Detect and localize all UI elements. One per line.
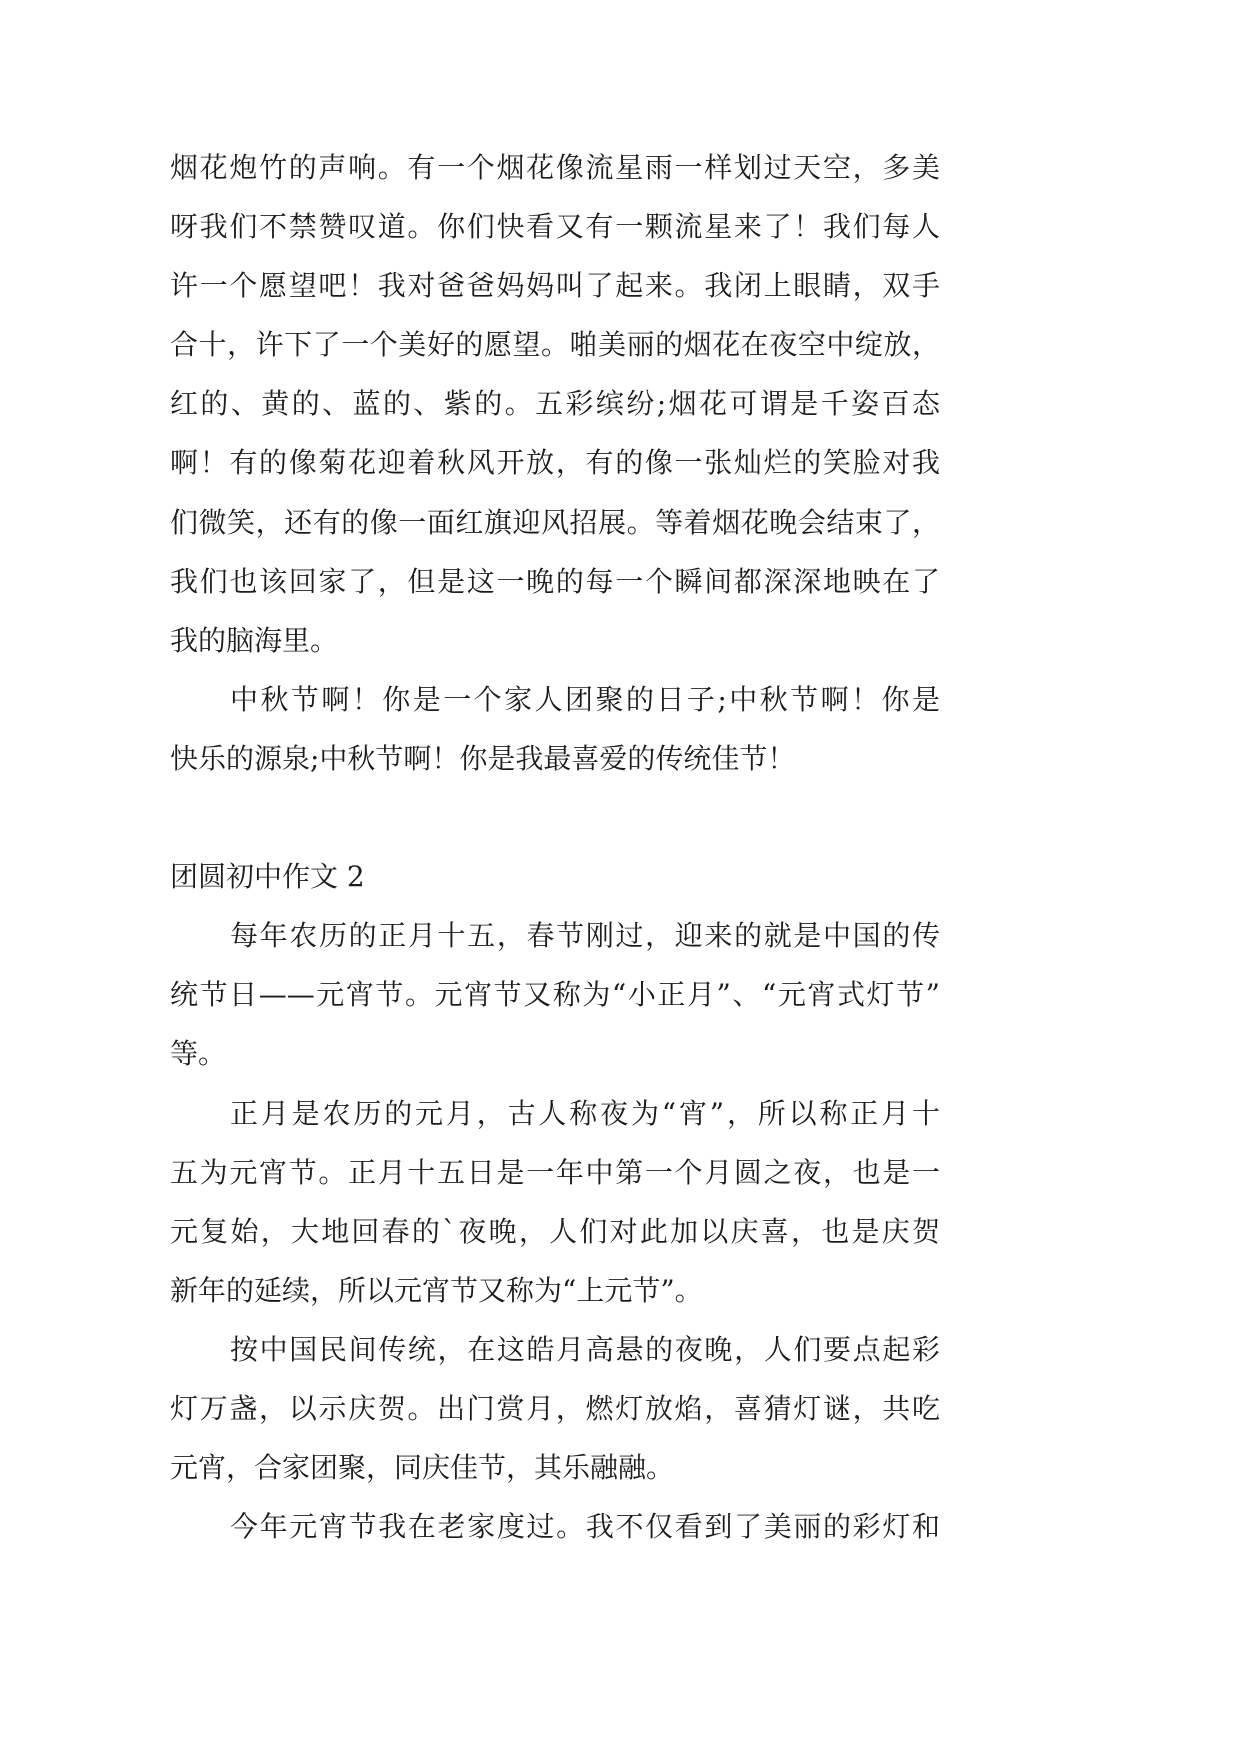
blank-line (170, 788, 940, 847)
section-heading: 团圆初中作文 2 (170, 860, 365, 894)
paragraph (170, 1084, 940, 1320)
text-line: 快乐的源泉;中秋节啊！你是我最喜爱的传统佳节！ (170, 741, 796, 775)
text-line: 五为元宵节。正月十五日是一年中第一个月圆之夜，也是一 (170, 1155, 940, 1189)
text-line: 我们也该回家了，但是这一晚的每一个瞬间都深深地映在了 (170, 564, 940, 598)
paragraph (170, 138, 940, 670)
text-line: 正月是农历的元月，古人称夜为“宵”，所以称正月十 (230, 1096, 940, 1130)
text-line: 按中国民间传统，在这皓月高悬的夜晚，人们要点起彩 (230, 1332, 940, 1366)
document-body (170, 138, 940, 1556)
text-line: 啊！有的像菊花迎着秋风开放，有的像一张灿烂的笑脸对我 (170, 446, 940, 480)
text-line: 今年元宵节我在老家度过。我不仅看到了美丽的彩灯和 (230, 1510, 940, 1544)
text-line: 统节日——元宵节。元宵节又称为“小正月”、“元宵式灯节” (170, 978, 940, 1012)
text-line: 元复始，大地回春的`夜晚，人们对此加以庆喜，也是庆贺 (170, 1214, 940, 1248)
text-line: 呀我们不禁赞叹道。你们快看又有一颗流星来了！我们每人 (170, 210, 940, 244)
text-line: 红的、黄的、蓝的、紫的。五彩缤纷;烟花可谓是千姿百态 (170, 387, 940, 421)
text-line: 许一个愿望吧！我对爸爸妈妈叫了起来。我闭上眼睛，双手 (170, 269, 940, 303)
text-line: 等。 (170, 1037, 227, 1071)
text-line: 我的脑海里。 (170, 623, 339, 657)
paragraph (170, 1497, 940, 1556)
text-line: 每年农历的正月十五，春节刚过，迎来的就是中国的传 (230, 919, 940, 953)
text-line: 中秋节啊！你是一个家人团聚的日子;中秋节啊！你是 (230, 682, 940, 716)
paragraph (170, 670, 940, 788)
text-line: 们微笑，还有的像一面红旗迎风招展。等着烟花晚会结束了， (170, 505, 940, 539)
paragraph (170, 1320, 940, 1497)
paragraph (170, 906, 940, 1083)
text-line: 灯万盏，以示庆贺。出门赏月，燃灯放焰，喜猜灯谜，共吃 (170, 1391, 940, 1425)
text-line: 新年的延续，所以元宵节又称为“上元节”。 (170, 1273, 703, 1307)
text-line: 烟花炮竹的声响。有一个烟花像流星雨一样划过天空，多美 (170, 151, 940, 184)
text-line: 元宵，合家团聚，同庆佳节，其乐融融。 (170, 1451, 675, 1485)
text-line: 合十，许下了一个美好的愿望。啪美丽的烟花在夜空中绽放， (170, 328, 940, 362)
